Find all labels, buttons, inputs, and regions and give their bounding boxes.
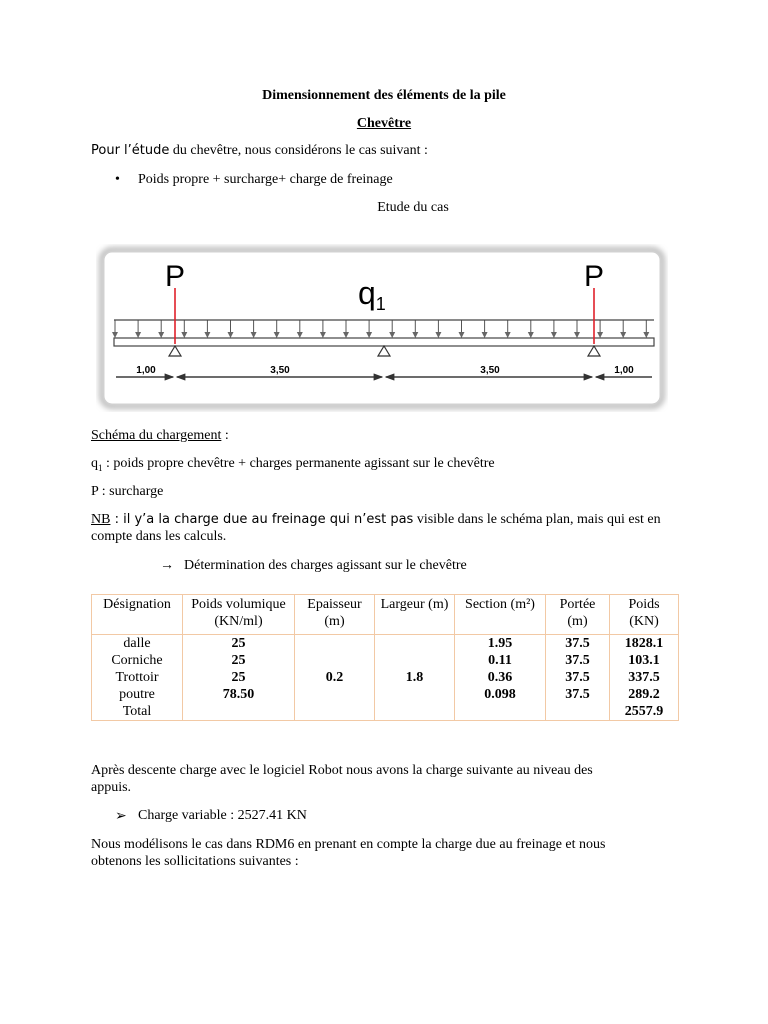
after-text-line-1: Après descente charge avec le logiciel Robot nous avons la charge suivante au niveau des xyxy=(91,763,593,778)
span-label-3: 3,50 xyxy=(480,365,500,376)
beam xyxy=(114,338,654,346)
page-title: Dimensionnement des éléments de la pile xyxy=(262,88,506,103)
cell-poids: 289.2 xyxy=(610,686,679,703)
note-paragraph xyxy=(91,512,661,528)
cell-designation: dalle xyxy=(92,635,183,653)
table-row xyxy=(92,652,679,669)
total-label: Total xyxy=(92,703,183,721)
cell-poids-volumique: 25 xyxy=(183,635,295,653)
q-description: : poids propre chevêtre + charges permanente agissant sur le chevêtre xyxy=(102,456,495,471)
intro-prefix: Pour l’étude xyxy=(91,143,170,158)
bullet-icon: • xyxy=(115,172,120,187)
intro-text: du chevêtre, nous considérons le cas suivant : xyxy=(169,143,428,158)
span-label-2: 3,50 xyxy=(270,365,290,376)
arrow-item-text: Détermination des charges agissant sur le chevêtre xyxy=(184,558,467,573)
note-text-1: : il y’a la charge due au freinage qui n’est pas xyxy=(110,512,414,527)
table-header-row xyxy=(92,595,679,635)
column-header: Portée (m) xyxy=(546,595,610,635)
q-symbol: q xyxy=(91,456,98,471)
loading-label-suffix: : xyxy=(221,428,229,443)
point-load-left-label: P xyxy=(164,260,186,293)
cell-largeur: 1.8 xyxy=(375,669,455,686)
total-value: 2557.9 xyxy=(610,703,679,721)
cell-poids-volumique: 78.50 xyxy=(183,686,295,703)
loading-heading xyxy=(91,428,229,444)
cell-poids-volumique: 25 xyxy=(183,652,295,669)
span-label-4: 1,00 xyxy=(614,365,634,376)
cell-epaisseur: 0.2 xyxy=(295,669,375,686)
cell-largeur xyxy=(375,635,455,653)
distributed-load-label: q1 xyxy=(358,275,386,314)
table-total-row xyxy=(92,703,679,721)
cell-portee: 37.5 xyxy=(546,686,610,703)
after-text-line-2: appuis. xyxy=(91,780,132,795)
cell-section: 0.11 xyxy=(455,652,546,669)
cell-section: 0.098 xyxy=(455,686,546,703)
cell-poids: 337.5 xyxy=(610,669,679,686)
column-header: Epaisseur (m) xyxy=(295,595,375,635)
q-subscript: 1 xyxy=(98,462,103,473)
cell-epaisseur xyxy=(295,635,375,653)
column-header: Largeur (m) xyxy=(375,595,455,635)
cell-portee: 37.5 xyxy=(546,669,610,686)
cell-largeur xyxy=(375,686,455,703)
table-row xyxy=(92,669,679,686)
arrow-bullet-icon: ➢ xyxy=(115,809,127,824)
cell-largeur xyxy=(375,652,455,669)
p-definition: P : surcharge xyxy=(91,484,164,499)
case-caption xyxy=(0,200,768,216)
cell-designation: Corniche xyxy=(92,652,183,669)
charges-table xyxy=(91,594,679,721)
column-header: Désignation xyxy=(92,595,183,635)
column-header: Poids volumique (KN/ml) xyxy=(183,595,295,635)
cell-portee: 37.5 xyxy=(546,635,610,653)
q1-definition xyxy=(91,456,495,473)
table-row xyxy=(92,635,679,653)
column-header: Section (m²) xyxy=(455,595,546,635)
column-header: Poids (KN) xyxy=(610,595,679,635)
cell-poids: 103.1 xyxy=(610,652,679,669)
intro-paragraph xyxy=(91,143,428,159)
section-title: Chevêtre xyxy=(356,116,412,131)
cell-poids: 1828.1 xyxy=(610,635,679,653)
cell-epaisseur xyxy=(295,686,375,703)
cell-designation: Trottoir xyxy=(92,669,183,686)
cell-poids-volumique: 25 xyxy=(183,669,295,686)
case-caption-text: Etude du cas xyxy=(377,200,449,215)
loading-diagram xyxy=(96,244,668,412)
bullet-case-text: Poids propre + surcharge+ charge de freinage xyxy=(138,172,393,187)
note-line-2: compte dans les calculs. xyxy=(91,529,227,544)
rdm-text-line-2: obtenons les sollicitations suivantes : xyxy=(91,854,299,869)
arrow-icon: → xyxy=(160,558,174,573)
cell-section: 0.36 xyxy=(455,669,546,686)
cell-designation: poutre xyxy=(92,686,183,703)
loading-label: Schéma du chargement xyxy=(91,428,222,443)
cell-portee: 37.5 xyxy=(546,652,610,669)
rdm-text-line-1: Nous modélisons le cas dans RDM6 en prenant en compte la charge due au freinage et nous xyxy=(91,837,606,852)
table-row xyxy=(92,686,679,703)
note-text-2: visible dans le schéma plan, mais qui est en xyxy=(413,512,661,527)
span-label-1: 1,00 xyxy=(136,365,156,376)
point-load-right-label: P xyxy=(583,260,605,293)
note-label: NB xyxy=(91,512,111,527)
cell-section: 1.95 xyxy=(455,635,546,653)
charge-variable-text: Charge variable : 2527.41 KN xyxy=(138,808,307,823)
cell-epaisseur xyxy=(295,652,375,669)
